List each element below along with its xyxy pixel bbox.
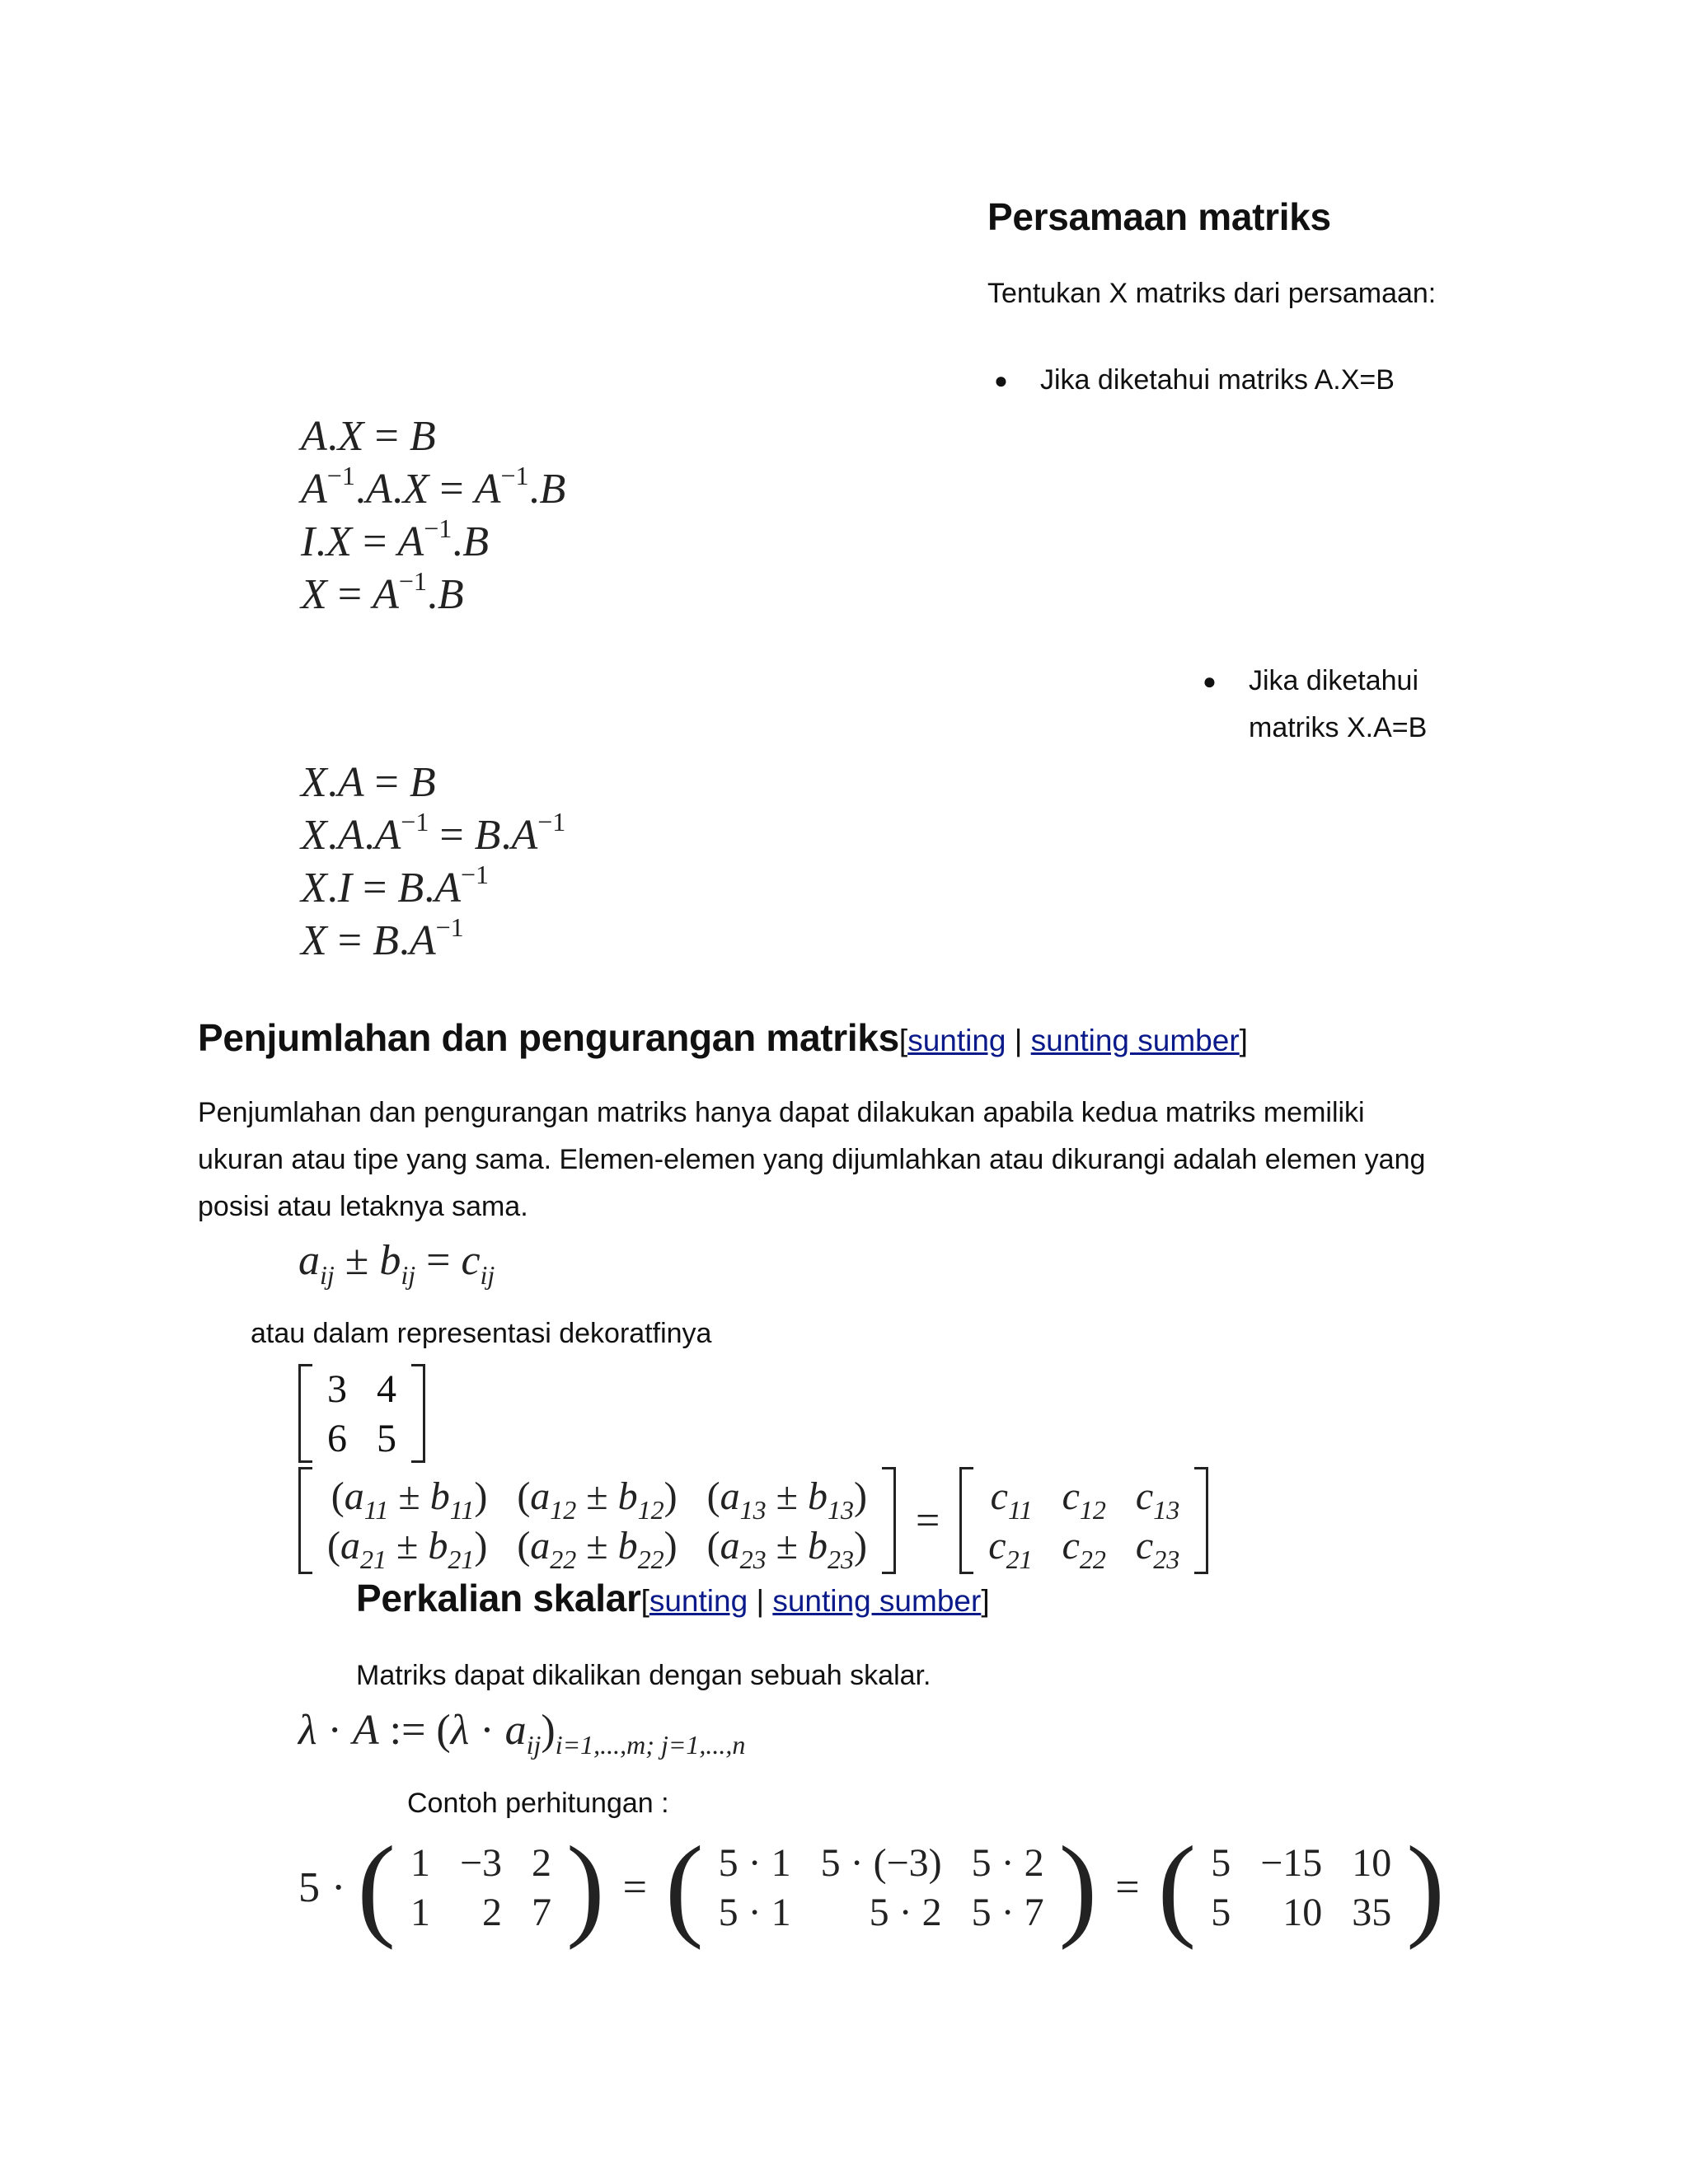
bullet-text-line1: Jika diketahui xyxy=(1249,665,1419,696)
matrix-cell: 5 · 2 xyxy=(971,1840,1044,1885)
formula-aij-bij: $a_{ij} \pm b_{ij} = c_{ij}$ xyxy=(298,1237,495,1290)
matrix-cell: 1 xyxy=(410,1890,430,1934)
bullet-dot-icon: ● xyxy=(994,368,1008,393)
bullet-text: Jika diketahui matriks A.X=B xyxy=(1040,364,1395,396)
bullet-ax-b xyxy=(994,357,1395,404)
scalar-value: 5 xyxy=(298,1863,320,1911)
scalar-definition: λ · A := $(\lambda \cdot a_{ij})_{i=1,...,m; j=1,...,n}$ xyxy=(298,1707,746,1760)
matrix-cell: 5 xyxy=(1211,1840,1231,1885)
matrix-cell: 10 xyxy=(1282,1890,1323,1934)
matrix-cell: 10 xyxy=(1352,1840,1392,1885)
small-matrix xyxy=(298,1364,425,1463)
matrix-cell: 6 xyxy=(327,1416,347,1460)
bullet-text-line2: matriks X.A=B xyxy=(1249,712,1428,743)
heading-text: Perkalian skalar xyxy=(356,1577,641,1619)
matrix-cell: 5 · 2 xyxy=(869,1890,942,1934)
matrix-cell: 7 xyxy=(532,1890,552,1934)
section-title-penjumlahan xyxy=(198,1015,1248,1060)
edit-link[interactable]: sunting xyxy=(649,1584,748,1618)
penjumlahan-paragraph: Penjumlahan dan pengurangan matriks hanya dapat dilakukan apabila kedua matriks memiliki ukuran atau tipe yang sama. Elemen-elemen yang dijumlahkan atau dikurangi adalah elemen yang posisi atau letaknya sama. xyxy=(198,1097,1426,1222)
matrix-cell: 5 xyxy=(377,1416,396,1460)
edit-links: [sunting | sunting sumber] xyxy=(898,1024,1248,1057)
matrix-cell: 5 · 1 xyxy=(718,1890,791,1934)
equations-ax-b: A.X = B $A^{-1}.A.X = A^{-1}.B$ $I.X = A^{-1}.B$ $X = A^{-1}.B$ xyxy=(301,413,566,618)
edit-links: [sunting | sunting sumber] xyxy=(640,1584,990,1618)
persamaan-intro: Tentukan X matriks dari persamaan: xyxy=(987,278,1437,309)
example-label: Contoh perhitungan : xyxy=(407,1788,669,1819)
addition-matrix-equation: $(a_{11} \pm b_{11})$ $(a_{12} \pm b_{12})$ $(a_{13} \pm b_{13})$ $(a_{21} \pm b_{21})$ $(a_{22} \pm b_{22})$ $(a_{23} \pm b_{23})$ = $c_{11}$ $c_{12}$ $c_{13}$ $c_{21}$ $c_{22}$ $c_{23}$ xyxy=(298,1467,1208,1574)
section-title-perkalian-skalar xyxy=(356,1576,990,1620)
heading-text: Penjumlahan dan pengurangan matriks xyxy=(198,1016,899,1059)
bullet-dot-icon: ● xyxy=(1203,668,1217,694)
matrix-cell: 2 xyxy=(532,1840,552,1885)
equations-xa-b: X.A = B $X.A.A^{-1} = B.A^{-1}$ $X.I = B.A^{-1}$ $X = B.A^{-1}$ xyxy=(301,759,566,964)
matrix-cell: 5 · (−3) xyxy=(820,1840,942,1885)
edit-source-link[interactable]: sunting sumber xyxy=(1030,1024,1240,1057)
matrix-cell: 2 xyxy=(482,1890,503,1934)
section-title-persamaan: Persamaan matriks xyxy=(987,195,1331,238)
scalar-example: 5 · ( 1 −3 2 1 2 7 ) = ( 5 · 1 5 · (−3) 5 · 2 5 · 1 5 · 2 5 · 7 ) = ( 5 −15 10 5 10 35 ) xyxy=(298,1823,1445,1951)
matrix-cell: 5 · 7 xyxy=(971,1890,1044,1934)
matrix-cell: 4 xyxy=(377,1366,396,1411)
matrix-cell: −15 xyxy=(1260,1840,1323,1885)
matrix-cell: 35 xyxy=(1352,1890,1392,1934)
matrix-cell: 5 · 1 xyxy=(718,1840,791,1885)
matrix-cell: 1 xyxy=(410,1840,430,1885)
matrix-cell: 3 xyxy=(327,1366,347,1411)
matrix-cell: 5 xyxy=(1211,1890,1231,1934)
edit-link[interactable]: sunting xyxy=(907,1024,1006,1057)
bullet-xa-b xyxy=(1203,658,1428,752)
matrix-cell: −3 xyxy=(459,1840,503,1885)
perkalian-intro: Matriks dapat dikalikan dengan sebuah skalar. xyxy=(356,1660,931,1691)
edit-source-link[interactable]: sunting sumber xyxy=(772,1584,982,1618)
decor-caption: atau dalam representasi dekoratfinya xyxy=(251,1318,712,1349)
